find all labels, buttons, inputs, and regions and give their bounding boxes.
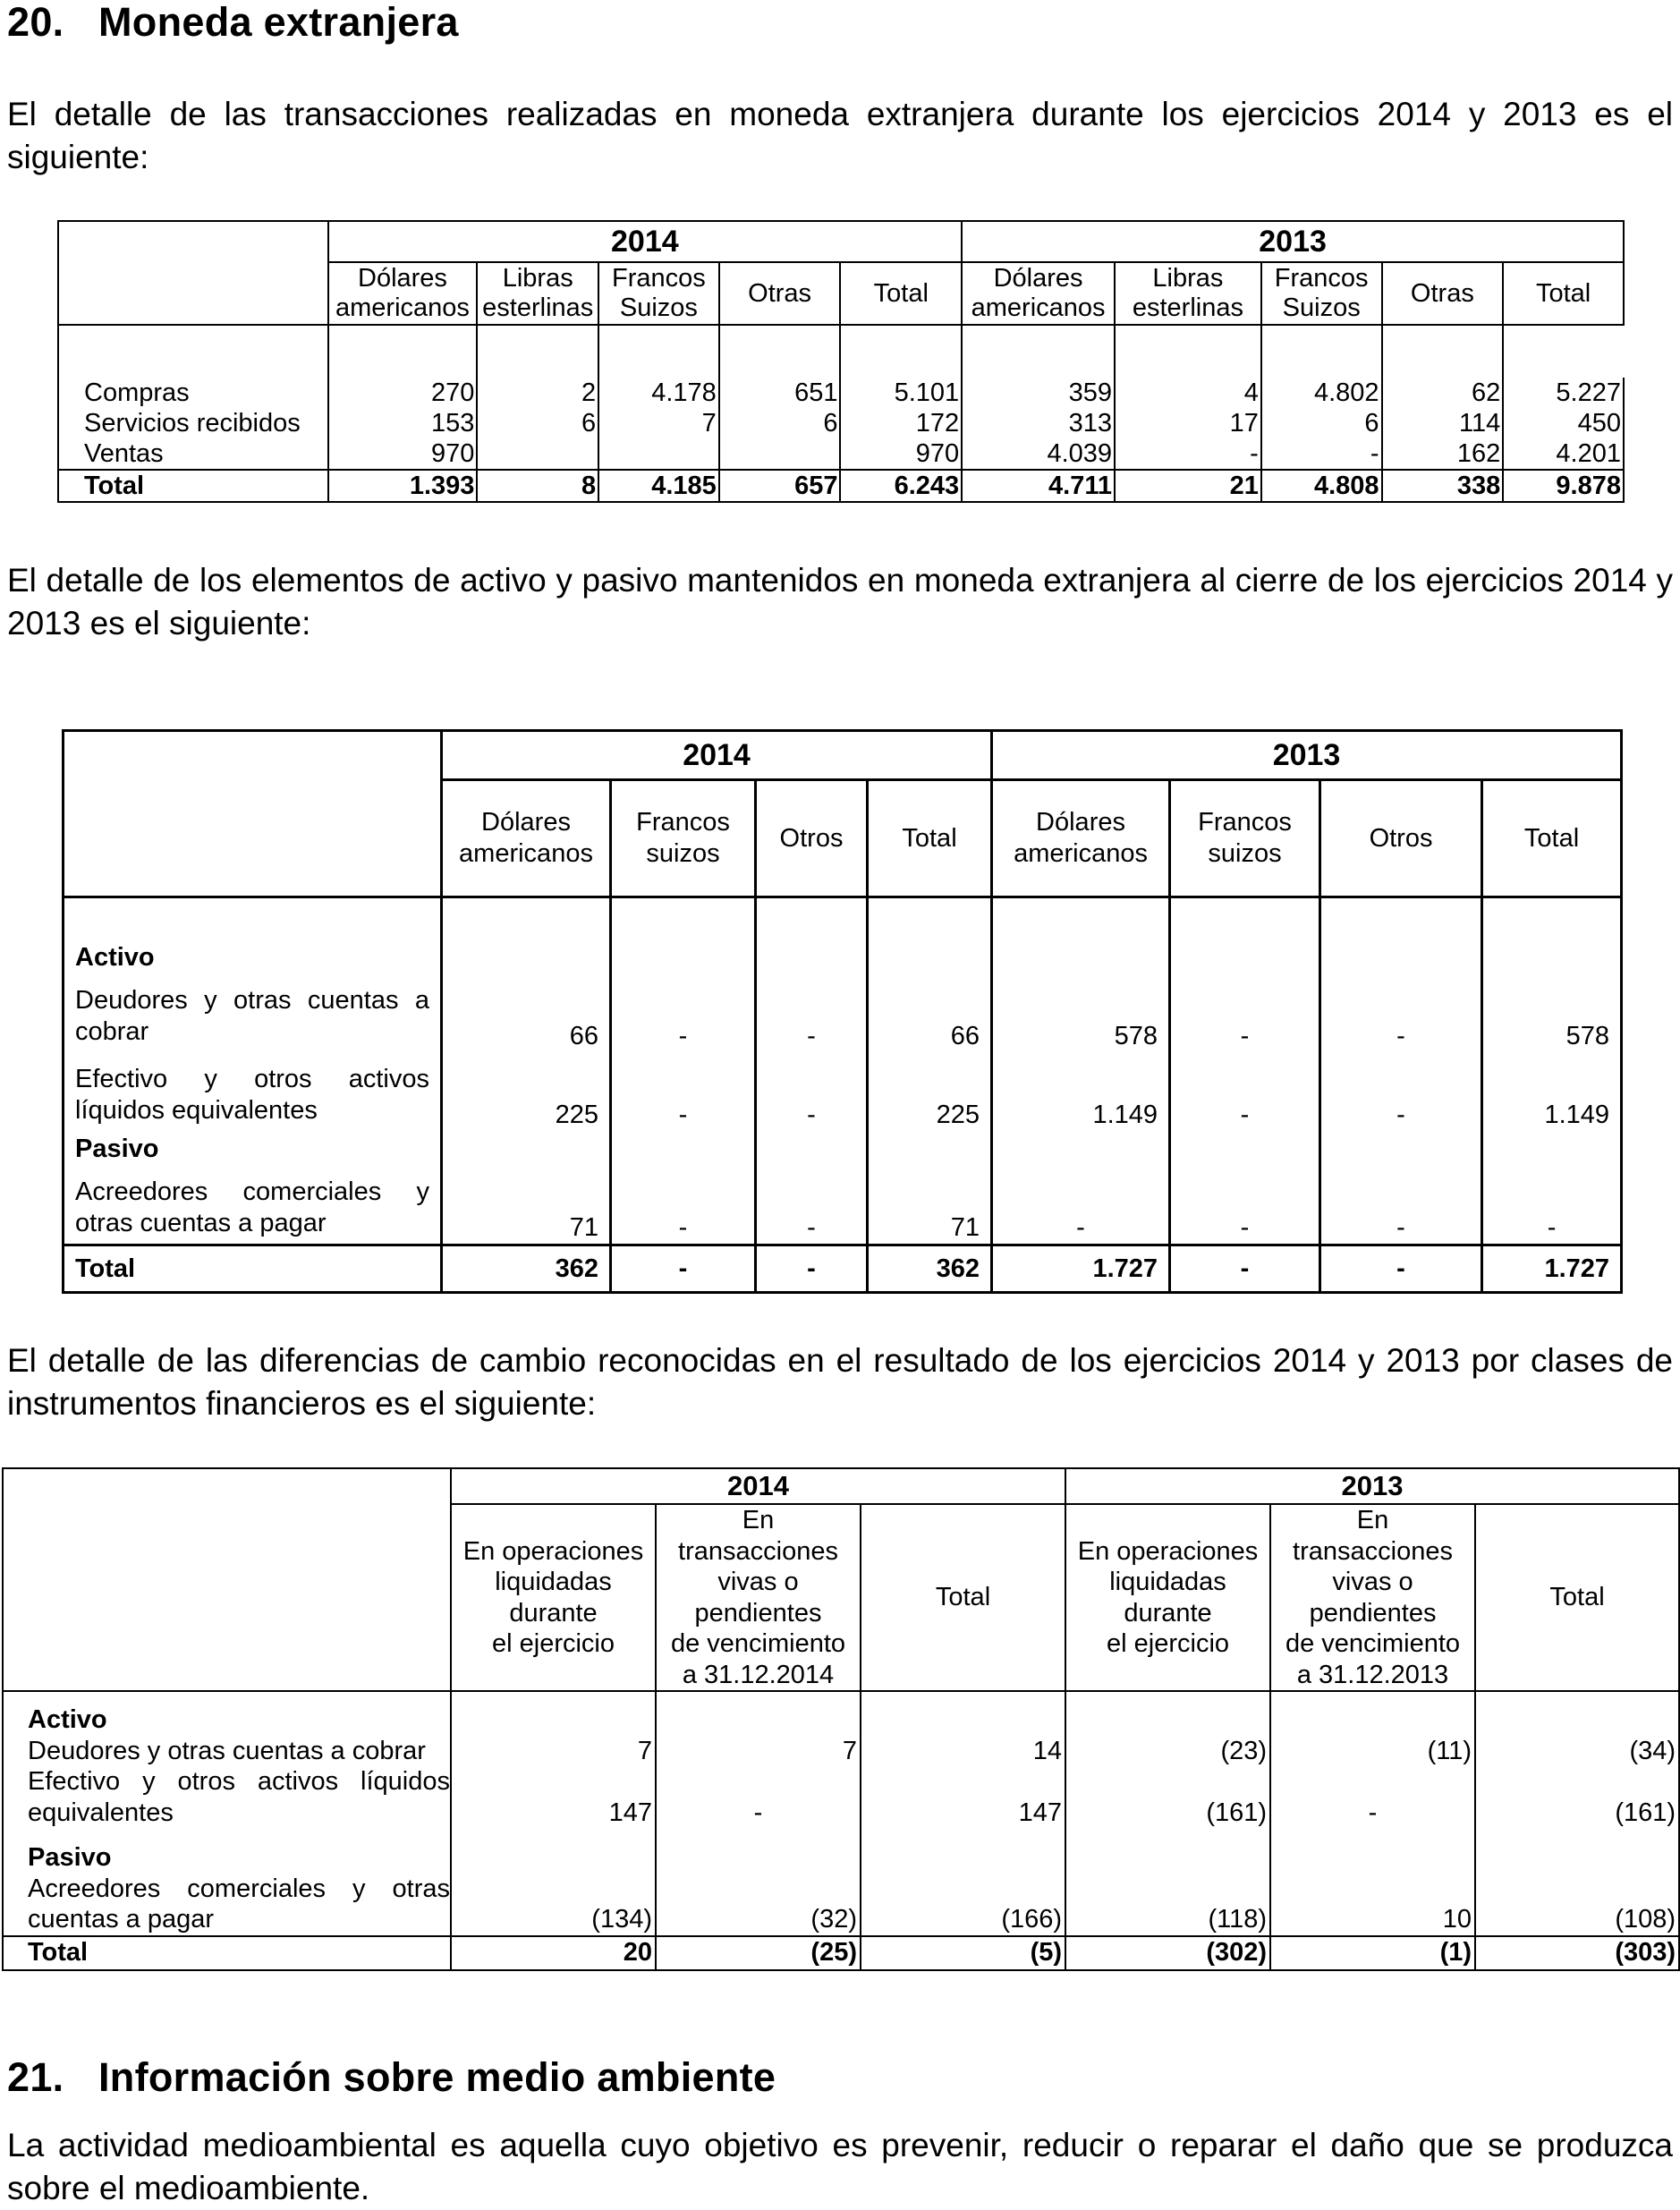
- empty-cell: [1170, 938, 1320, 973]
- empty-cell: [861, 1704, 1065, 1736]
- column-header: [1270, 1504, 1475, 1691]
- value-cell: 62: [1382, 378, 1504, 408]
- empty-cell: [1170, 1131, 1320, 1165]
- value-cell: -: [611, 1165, 756, 1245]
- empty-cell: [1270, 1691, 1475, 1704]
- table-row: [3, 1874, 1679, 1936]
- value-cell: 7: [451, 1736, 656, 1767]
- empty-cell: [840, 325, 962, 378]
- value-cell: 338: [1382, 470, 1504, 502]
- value-cell: 7: [598, 408, 719, 438]
- value-cell: 172: [840, 408, 962, 438]
- column-header: [868, 780, 992, 897]
- value-cell: 970: [328, 438, 478, 470]
- column-header: [656, 1504, 861, 1691]
- value-cell: 5.101: [840, 378, 962, 408]
- empty-cell: [962, 325, 1115, 378]
- empty-cell: [1261, 325, 1382, 378]
- empty-cell: [477, 325, 598, 378]
- corner-cell: [64, 731, 442, 897]
- empty-cell: [611, 897, 756, 939]
- value-cell: 1.149: [992, 1052, 1170, 1131]
- value-cell: 114: [1382, 408, 1504, 438]
- section-21-number: 21.: [7, 2054, 64, 2100]
- value-cell: 578: [992, 973, 1170, 1052]
- column-header-line: Suizos: [1282, 293, 1361, 322]
- value-cell: 14: [861, 1736, 1065, 1767]
- value-cell: 71: [442, 1165, 611, 1245]
- value-cell: -: [1170, 1245, 1320, 1293]
- section-heading: Activo: [3, 1704, 451, 1736]
- empty-cell: [861, 1842, 1065, 1874]
- value-cell: -: [1115, 438, 1261, 470]
- value-cell: -: [756, 973, 868, 1052]
- column-header: [1261, 262, 1382, 325]
- row-label: Compras: [58, 378, 328, 408]
- section-row: [3, 1704, 1679, 1736]
- column-header: [962, 262, 1115, 325]
- column-header-line: En operaciones: [462, 1536, 644, 1566]
- column-header: [1482, 780, 1622, 897]
- empty-cell: [1475, 1691, 1679, 1704]
- value-cell: 147: [861, 1766, 1065, 1828]
- column-header: [1503, 262, 1624, 325]
- column-header: [1475, 1504, 1679, 1691]
- column-header-line: Otras: [1410, 278, 1474, 308]
- empty-cell: [451, 1828, 656, 1842]
- empty-cell: [1482, 938, 1622, 973]
- transactions-table: [57, 220, 1625, 503]
- value-cell: -: [756, 1245, 868, 1293]
- column-header-line: suizos: [1208, 839, 1282, 868]
- year-header-row: [64, 731, 1622, 780]
- column-header-line: de vencimiento: [1285, 1629, 1461, 1658]
- value-cell: -: [1170, 1052, 1320, 1131]
- section-21-title: Información sobre medio ambiente: [98, 2054, 776, 2100]
- column-header-line: vivas o: [717, 1568, 799, 1596]
- value-cell: (11): [1270, 1736, 1475, 1767]
- year-header: 2014: [328, 221, 963, 262]
- empty-cell: [611, 1131, 756, 1165]
- corner-cell: [3, 1468, 451, 1691]
- value-cell: [477, 438, 598, 470]
- empty-cell: [3, 1691, 451, 1704]
- empty-cell: [756, 938, 868, 973]
- empty-cell: [868, 938, 992, 973]
- empty-cell: [451, 1691, 656, 1704]
- table-row: [3, 1766, 1679, 1828]
- empty-cell: [1482, 1131, 1622, 1165]
- spacer-row: [3, 1828, 1679, 1842]
- value-cell: [719, 438, 841, 470]
- empty-cell: [3, 1828, 451, 1842]
- value-cell: 4.185: [598, 470, 719, 502]
- empty-cell: [868, 1131, 992, 1165]
- empty-cell: [1320, 938, 1482, 973]
- table-row: [58, 438, 1624, 470]
- section-row: [64, 1131, 1622, 1165]
- column-header-line: esterlinas: [482, 293, 594, 322]
- value-cell: 10: [1270, 1874, 1475, 1936]
- empty-cell: [992, 897, 1170, 939]
- column-header-line: de vencimiento: [670, 1629, 846, 1658]
- value-cell: (118): [1065, 1874, 1270, 1936]
- empty-cell: [756, 897, 868, 939]
- column-header-line: Dólares: [993, 264, 1083, 293]
- empty-cell: [442, 897, 611, 939]
- value-cell: -: [1320, 973, 1482, 1052]
- empty-cell: [451, 1842, 656, 1874]
- value-cell: 225: [442, 1052, 611, 1131]
- empty-cell: [756, 1131, 868, 1165]
- column-header-line: a 31.12.2013: [1296, 1660, 1449, 1689]
- column-header: [719, 262, 841, 325]
- value-cell: 5.227: [1503, 378, 1624, 408]
- column-header-line: vivas o: [1332, 1568, 1413, 1596]
- value-cell: (161): [1065, 1766, 1270, 1828]
- value-cell: 6: [477, 408, 598, 438]
- column-header-line: Libras: [1152, 264, 1224, 293]
- empty-cell: [656, 1691, 861, 1704]
- column-header-line: liquidadas: [495, 1568, 612, 1596]
- column-header: [1170, 780, 1320, 897]
- column-header-line: el ejercicio: [492, 1629, 615, 1658]
- empty-cell: [656, 1704, 861, 1736]
- column-header-line: Libras: [502, 264, 573, 293]
- value-cell: 6: [1261, 408, 1382, 438]
- value-cell: -: [1482, 1165, 1622, 1245]
- column-header-line: a 31.12.2014: [682, 1660, 835, 1689]
- section-heading: Pasivo: [3, 1842, 451, 1874]
- row-label: Deudores y otras cuentas a cobrar: [3, 1736, 451, 1767]
- empty-cell: [1170, 897, 1320, 939]
- value-cell: 651: [719, 378, 841, 408]
- column-header-line: Otras: [748, 278, 812, 308]
- column-header-line: Suizos: [619, 293, 698, 322]
- empty-cell: [451, 1704, 656, 1736]
- column-header-line: Total: [935, 1583, 991, 1612]
- column-header: [1320, 780, 1482, 897]
- column-header: [1382, 262, 1504, 325]
- spacer-row: [3, 1691, 1679, 1704]
- empty-cell: [868, 897, 992, 939]
- value-cell: (302): [1065, 1936, 1270, 1970]
- empty-cell: [1115, 325, 1261, 378]
- column-header-line: el ejercicio: [1107, 1629, 1230, 1658]
- value-cell: (108): [1475, 1874, 1679, 1936]
- column-header-line: Total: [873, 278, 929, 308]
- value-cell: 1.393: [328, 470, 478, 502]
- value-cell: -: [611, 1052, 756, 1131]
- row-label: Ventas: [58, 438, 328, 470]
- column-header-line: americanos: [459, 839, 593, 868]
- column-header: [756, 780, 868, 897]
- value-cell: -: [1170, 973, 1320, 1052]
- value-cell: 313: [962, 408, 1115, 438]
- empty-cell: [1270, 1704, 1475, 1736]
- value-cell: 1.149: [1482, 1052, 1622, 1131]
- column-header-line: durante: [509, 1598, 598, 1628]
- year-header: 2014: [451, 1468, 1065, 1504]
- exchange-differences-table: [2, 1467, 1680, 1971]
- empty-cell: [1382, 325, 1504, 378]
- column-header-line: durante: [1124, 1598, 1212, 1628]
- value-cell: -: [992, 1165, 1170, 1245]
- value-cell: -: [656, 1766, 861, 1828]
- empty-cell: [328, 325, 478, 378]
- value-cell: -: [1320, 1052, 1482, 1131]
- column-header-line: pendientes: [1309, 1598, 1437, 1628]
- value-cell: 4.201: [1503, 438, 1624, 470]
- value-cell: (303): [1475, 1936, 1679, 1970]
- column-header-line: Francos: [612, 264, 706, 293]
- section-row: [3, 1842, 1679, 1874]
- value-cell: (34): [1475, 1736, 1679, 1767]
- spacer-row: [64, 897, 1622, 939]
- empty-cell: [442, 938, 611, 973]
- value-cell: -: [611, 973, 756, 1052]
- value-cell: 4.808: [1261, 470, 1382, 502]
- section-21-intro: La actividad medioambiental es aquella cuyo objetivo es prevenir, reducir o reparar el daño que se produzca sobre el medioambiente.: [7, 2127, 1673, 2206]
- value-cell: -: [1261, 438, 1382, 470]
- table-row: [58, 408, 1624, 438]
- value-cell: 578: [1482, 973, 1622, 1052]
- column-header: [861, 1504, 1065, 1691]
- column-header-line: En: [1356, 1506, 1389, 1534]
- paragraph-assets-liabilities: El detalle de los elementos de activo y pasivo mantenidos en moneda extranjera al cierre de los ejercicios 2014 y 2013 es el siguiente:: [7, 562, 1673, 642]
- value-cell: 153: [328, 408, 478, 438]
- value-cell: 1.727: [992, 1245, 1170, 1293]
- value-cell: (134): [451, 1874, 656, 1936]
- value-cell: 8: [477, 470, 598, 502]
- empty-cell: [656, 1842, 861, 1874]
- empty-cell: [992, 1131, 1170, 1165]
- value-cell: 4: [1115, 378, 1261, 408]
- column-header-line: suizos: [646, 839, 720, 868]
- value-cell: (32): [656, 1874, 861, 1936]
- empty-cell: [1065, 1704, 1270, 1736]
- column-header-line: En: [742, 1506, 775, 1534]
- value-cell: 4.711: [962, 470, 1115, 502]
- year-header: 2013: [992, 731, 1622, 780]
- value-cell: 450: [1503, 408, 1624, 438]
- table-row: [3, 1736, 1679, 1767]
- value-cell: 6.243: [840, 470, 962, 502]
- empty-cell: [1320, 897, 1482, 939]
- empty-cell: [442, 1131, 611, 1165]
- column-header-line: Dólares: [1036, 808, 1125, 837]
- empty-cell: [58, 325, 328, 378]
- column-header-line: Total: [1549, 1583, 1605, 1612]
- column-header-line: Total: [1523, 823, 1580, 853]
- empty-cell: [861, 1691, 1065, 1704]
- row-label: Acreedores comerciales y otras cuentas a pagar: [3, 1874, 451, 1936]
- value-cell: 270: [328, 378, 478, 408]
- value-cell: -: [611, 1245, 756, 1293]
- column-header-line: pendientes: [694, 1598, 822, 1628]
- value-cell: 6: [719, 408, 841, 438]
- empty-cell: [861, 1828, 1065, 1842]
- column-header: [1115, 262, 1261, 325]
- column-header: [598, 262, 719, 325]
- total-label: Total: [64, 1245, 442, 1293]
- value-cell: 17: [1115, 408, 1261, 438]
- row-label: Efectivo y otros activos líquidos equivalentes: [64, 1052, 442, 1131]
- empty-cell: [1065, 1828, 1270, 1842]
- section-20-number: 20.: [7, 0, 64, 45]
- value-cell: -: [756, 1165, 868, 1245]
- column-header-line: Dólares: [481, 808, 571, 837]
- year-header-row: [3, 1468, 1679, 1504]
- value-cell: 362: [868, 1245, 992, 1293]
- table-row: [64, 973, 1622, 1052]
- column-header-line: liquidadas: [1109, 1568, 1226, 1596]
- total-row: [3, 1936, 1679, 1970]
- column-header: [840, 262, 962, 325]
- paragraph-exchange-differences: El detalle de las diferencias de cambio reconocidas en el resultado de los ejercicios 2014 y 2013 por clases de instrumentos financieros es el siguiente:: [7, 1342, 1673, 1422]
- column-header-line: Total: [902, 823, 957, 853]
- column-header-line: Dólares: [358, 264, 447, 293]
- empty-cell: [1475, 1704, 1679, 1736]
- empty-cell: [1270, 1842, 1475, 1874]
- column-header: [992, 780, 1170, 897]
- value-cell: 657: [719, 470, 841, 502]
- column-header: [1065, 1504, 1270, 1691]
- empty-cell: [656, 1828, 861, 1842]
- value-cell: 9.878: [1503, 470, 1624, 502]
- value-cell: 66: [868, 973, 992, 1052]
- value-cell: -: [756, 1052, 868, 1131]
- row-label: Efectivo y otros activos líquidos equivalentes: [3, 1766, 451, 1828]
- column-header-line: En operaciones: [1077, 1536, 1259, 1566]
- value-cell: -: [1270, 1766, 1475, 1828]
- section-20-heading: [7, 0, 459, 45]
- total-label: Total: [3, 1936, 451, 1970]
- column-header-line: americanos: [971, 293, 1106, 322]
- value-cell: 225: [868, 1052, 992, 1131]
- column-header-line: esterlinas: [1132, 293, 1243, 322]
- value-cell: 147: [451, 1766, 656, 1828]
- corner-cell: [58, 221, 328, 325]
- section-heading: Pasivo: [64, 1131, 442, 1165]
- empty-cell: [1270, 1828, 1475, 1842]
- value-cell: 4.178: [598, 378, 719, 408]
- total-label: Total: [58, 470, 328, 502]
- value-cell: 4.802: [1261, 378, 1382, 408]
- value-cell: 362: [442, 1245, 611, 1293]
- value-cell: 162: [1382, 438, 1504, 470]
- value-cell: -: [1320, 1165, 1482, 1245]
- empty-cell: [1320, 1131, 1482, 1165]
- section-21-heading: [7, 2054, 776, 2100]
- value-cell: (166): [861, 1874, 1065, 1936]
- table-row: [58, 378, 1624, 408]
- empty-cell: [1482, 897, 1622, 939]
- section-row: [64, 938, 1622, 973]
- value-cell: 20: [451, 1936, 656, 1970]
- total-row: [64, 1245, 1622, 1293]
- table-row: [64, 1165, 1622, 1245]
- total-row: [58, 470, 1624, 502]
- empty-cell: [1475, 1842, 1679, 1874]
- column-header: [451, 1504, 656, 1691]
- section-20-intro: El detalle de las transacciones realizadas en moneda extranjera durante los ejercicios 2014 y 2013 es el siguiente:: [7, 96, 1673, 175]
- empty-cell: [611, 938, 756, 973]
- year-header: 2013: [962, 221, 1624, 262]
- value-cell: 21: [1115, 470, 1261, 502]
- column-header-line: Otros: [1369, 823, 1433, 853]
- empty-cell: [719, 325, 841, 378]
- value-cell: 7: [656, 1736, 861, 1767]
- empty-cell: [992, 938, 1170, 973]
- empty-cell: [1475, 1828, 1679, 1842]
- column-header: [611, 780, 756, 897]
- year-header: 2013: [1065, 1468, 1679, 1504]
- row-label: Servicios recibidos: [58, 408, 328, 438]
- spacer-row: [58, 325, 1624, 378]
- value-cell: (23): [1065, 1736, 1270, 1767]
- row-label: Deudores y otras cuentas a cobrar: [64, 973, 442, 1052]
- value-cell: 2: [477, 378, 598, 408]
- column-header-line: transacciones: [678, 1536, 838, 1566]
- value-cell: 359: [962, 378, 1115, 408]
- column-header: [442, 780, 611, 897]
- value-cell: [598, 438, 719, 470]
- value-cell: 66: [442, 973, 611, 1052]
- empty-cell: [1065, 1691, 1270, 1704]
- column-header-line: Francos: [1274, 264, 1369, 293]
- value-cell: 1.727: [1482, 1245, 1622, 1293]
- year-header: 2014: [442, 731, 992, 780]
- column-header-line: transacciones: [1293, 1536, 1453, 1566]
- table-row: [64, 1052, 1622, 1131]
- empty-cell: [64, 897, 442, 939]
- column-header-line: Francos: [1198, 808, 1292, 837]
- column-header-line: Francos: [636, 808, 730, 837]
- empty-cell: [1065, 1842, 1270, 1874]
- year-header-row: [58, 221, 1624, 262]
- column-header-line: Total: [1535, 278, 1591, 308]
- section-heading: Activo: [64, 938, 442, 973]
- value-cell: -: [1170, 1165, 1320, 1245]
- value-cell: 71: [868, 1165, 992, 1245]
- value-cell: (161): [1475, 1766, 1679, 1828]
- column-header-line: americanos: [335, 293, 470, 322]
- value-cell: (25): [656, 1936, 861, 1970]
- column-header: [328, 262, 478, 325]
- column-header-line: americanos: [1014, 839, 1148, 868]
- section-20-title: Moneda extranjera: [98, 0, 459, 45]
- empty-cell: [598, 325, 719, 378]
- column-header: [477, 262, 598, 325]
- row-label: Acreedores comerciales y otras cuentas a pagar: [64, 1165, 442, 1245]
- value-cell: (5): [861, 1936, 1065, 1970]
- assets-liabilities-table: [62, 729, 1623, 1294]
- column-header-line: Otros: [779, 823, 844, 853]
- value-cell: 4.039: [962, 438, 1115, 470]
- value-cell: 970: [840, 438, 962, 470]
- value-cell: (1): [1270, 1936, 1475, 1970]
- value-cell: -: [1320, 1245, 1482, 1293]
